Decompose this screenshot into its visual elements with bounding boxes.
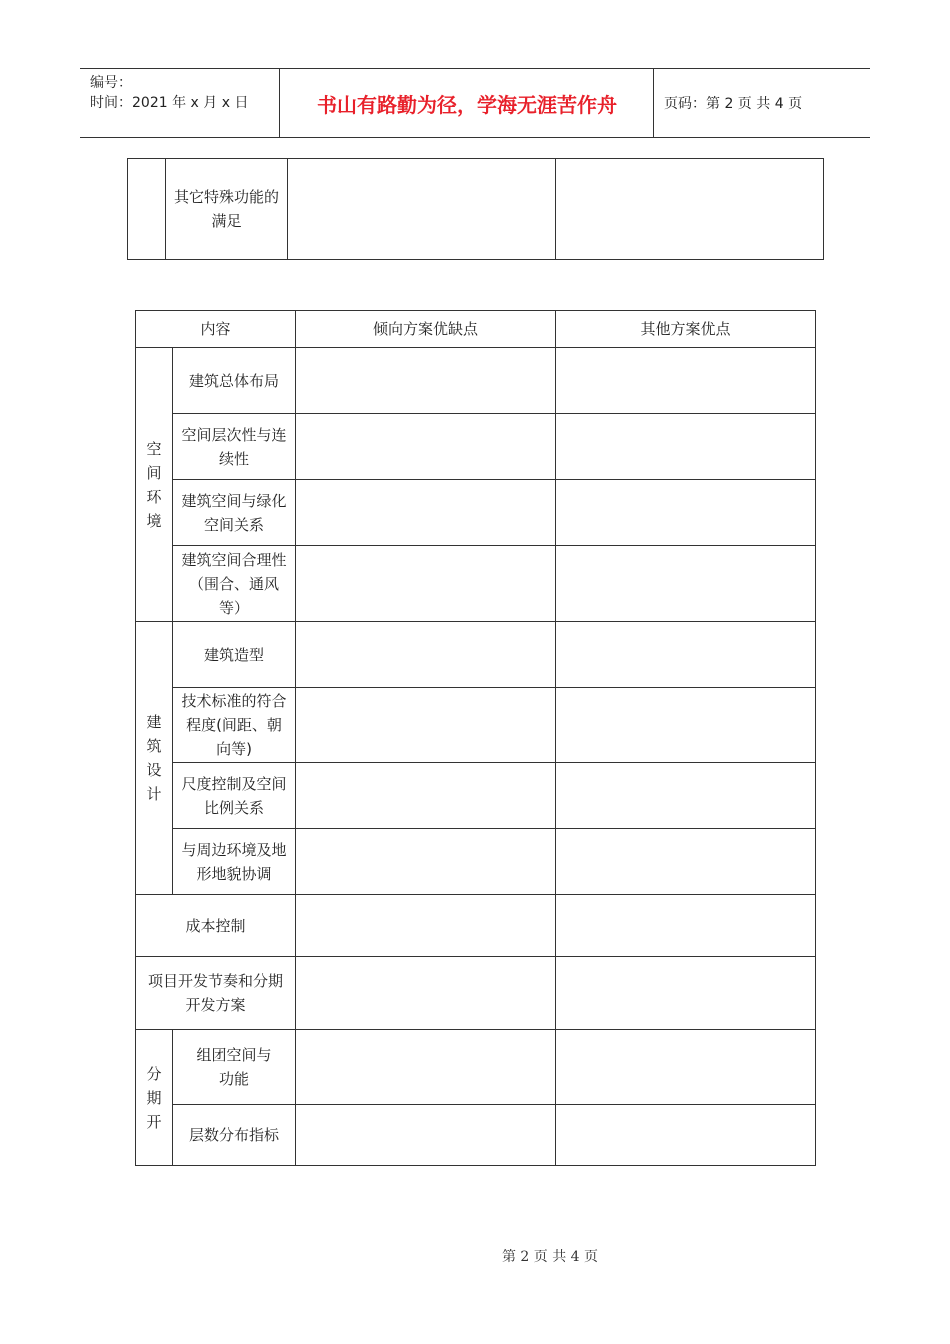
table-cell [296, 829, 556, 895]
table-cell [296, 895, 556, 957]
page-header [80, 68, 870, 138]
table-cell [556, 480, 816, 546]
header-other-plans: 其他方案优点 [556, 311, 816, 348]
table-row [136, 348, 816, 414]
table-cell [556, 622, 816, 688]
table-cell [296, 763, 556, 829]
table-cell [556, 688, 816, 763]
table-cell [288, 159, 556, 260]
item-label: 空间层次性与连续性 [173, 414, 296, 480]
table-row [136, 957, 816, 1030]
header-preferred-plan: 倾向方案优缺点 [296, 311, 556, 348]
table-cell [556, 957, 816, 1030]
item-label: 建筑造型 [173, 622, 296, 688]
item-label: 建筑空间合理性（围合、通风等） [173, 546, 296, 622]
row-label-cost: 成本控制 [136, 895, 296, 957]
table-cell [296, 688, 556, 763]
table-cell [556, 414, 816, 480]
group-label-space: 空 间 环 境 [136, 348, 173, 622]
table-cell [556, 763, 816, 829]
table-row [136, 546, 816, 622]
item-label: 尺度控制及空间比例关系 [173, 763, 296, 829]
table-row [136, 414, 816, 480]
table-cell [296, 1030, 556, 1105]
top-table [127, 158, 824, 260]
table-row [136, 1105, 816, 1166]
table-cell [556, 159, 824, 260]
header-page-label: 页码：第 2 页 共 4 页 [664, 96, 803, 112]
table-cell [556, 348, 816, 414]
header-content: 内容 [136, 311, 296, 348]
item-label: 组团空间与功能 [173, 1030, 296, 1105]
table-cell [296, 957, 556, 1030]
doc-time-label: 时间：2021 年 x 月 x 日 [90, 95, 249, 111]
item-label: 建筑空间与绿化空间关系 [173, 480, 296, 546]
group-label-phase: 分 期 开 [136, 1030, 173, 1166]
table-cell [556, 829, 816, 895]
table-cell [556, 895, 816, 957]
table-cell [556, 1030, 816, 1105]
table-cell [296, 622, 556, 688]
item-label: 层数分布指标 [173, 1105, 296, 1166]
table-cell [296, 480, 556, 546]
table-cell [296, 414, 556, 480]
table-cell [128, 159, 166, 260]
table-row [136, 829, 816, 895]
table-header-row [136, 311, 816, 348]
row-label-special-function: 其它特殊功能的满足 [166, 159, 288, 260]
doc-number-label: 编号： [90, 75, 132, 91]
table-row [136, 1030, 816, 1105]
item-label: 与周边环境及地形地貌协调 [173, 829, 296, 895]
table-row [136, 763, 816, 829]
table-cell [296, 348, 556, 414]
table-row [136, 480, 816, 546]
table-cell [296, 1105, 556, 1166]
item-label: 建筑总体布局 [173, 348, 296, 414]
page-footer: 第 2 页 共 4 页 [501, 1249, 599, 1265]
table-row [136, 688, 816, 763]
comparison-table [135, 310, 816, 1166]
table-row [136, 622, 816, 688]
table-cell [296, 546, 556, 622]
table-row [128, 159, 824, 260]
row-label-schedule: 项目开发节奏和分期开发方案 [136, 957, 296, 1030]
header-motto: 书山有路勤为径，学海无涯苦作舟 [281, 69, 654, 137]
table-cell [556, 1105, 816, 1166]
table-row [136, 895, 816, 957]
group-label-design: 建 筑 设 计 [136, 622, 173, 895]
header-meta [80, 69, 280, 137]
item-label: 技术标准的符合程度(间距、朝向等) [173, 688, 296, 763]
table-cell [556, 546, 816, 622]
